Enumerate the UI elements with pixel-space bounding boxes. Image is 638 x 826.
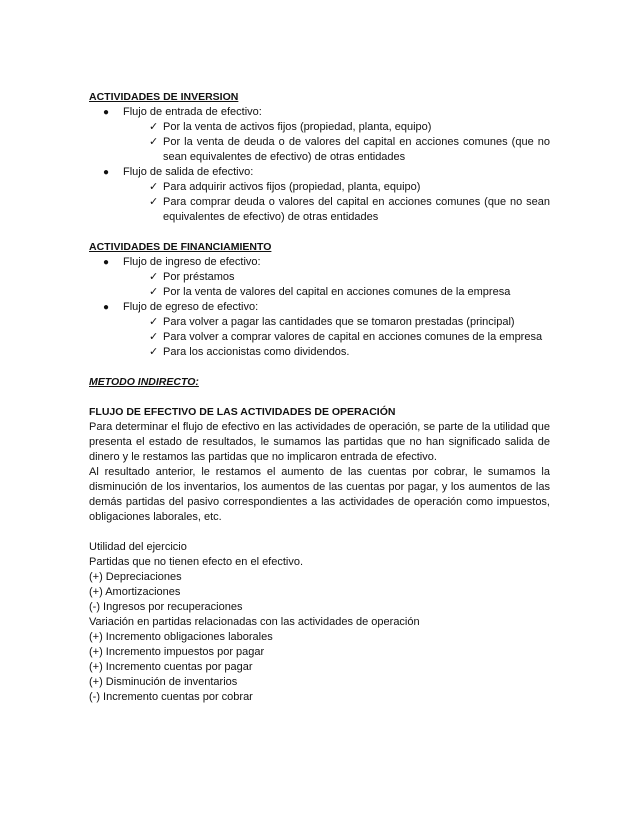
list-item: (+) Incremento cuentas por pagar xyxy=(89,661,253,673)
check-item xyxy=(89,135,550,165)
list-item: (+) Amortizaciones xyxy=(89,586,181,598)
check-item xyxy=(89,330,550,345)
paragraph: Para determinar el flujo de efectivo en las actividades de operación, se parte de la utilidad que presenta el estado de resultados, le sumamos las partidas que no han significado salida de dinero y le restamos las partidas que no implicaron entrada de efectivo. xyxy=(89,421,550,463)
bullet-item xyxy=(89,165,550,180)
checkmark-icon: ✓ xyxy=(149,286,159,298)
list-item: (+) Disminución de inventarios xyxy=(89,676,238,688)
checkmark-icon: ✓ xyxy=(149,196,159,208)
list-item: (-) Ingresos por recuperaciones xyxy=(89,601,243,613)
checkmark-icon: ✓ xyxy=(149,121,159,133)
check-item xyxy=(89,270,550,285)
checkmark-icon: ✓ xyxy=(149,346,159,358)
check-item xyxy=(89,345,550,360)
check-item xyxy=(89,315,550,330)
check-label: Por la venta de valores del capital en acciones comunes de la empresa xyxy=(163,286,511,298)
bullet-icon: ● xyxy=(102,302,110,313)
heading-operacion: FLUJO DE EFECTIVO DE LAS ACTIVIDADES DE OPERACIÓN xyxy=(89,406,396,418)
check-label: Por la venta de deuda o de valores del capital en acciones comunes (que no sean equivalentes de efectivo) de otras entidades xyxy=(163,136,550,163)
check-label: Para adquirir activos fijos (propiedad, planta, equipo) xyxy=(163,181,421,193)
check-label: Para comprar deuda o valores del capital en acciones comunes (que no sean equivalentes de efectivo) de otras entidades xyxy=(163,196,550,223)
list-item: (-) Incremento cuentas por cobrar xyxy=(89,691,253,703)
list-item: Partidas que no tienen efecto en el efectivo. xyxy=(89,556,304,568)
bullet-label: Flujo de salida de efectivo: xyxy=(123,166,254,178)
check-label: Para volver a pagar las cantidades que se tomaron prestadas (principal) xyxy=(163,316,515,328)
list-item: Variación en partidas relacionadas con las actividades de operación xyxy=(89,616,420,628)
bullet-label: Flujo de ingreso de efectivo: xyxy=(123,256,261,268)
bullet-item xyxy=(89,105,550,120)
check-label: Por la venta de activos fijos (propiedad, planta, equipo) xyxy=(163,121,432,133)
checkmark-icon: ✓ xyxy=(149,331,159,343)
checkmark-icon: ✓ xyxy=(149,316,159,328)
bullet-icon: ● xyxy=(102,257,110,268)
lista-partidas xyxy=(89,540,550,705)
checkmark-icon: ✓ xyxy=(149,181,159,193)
bullet-label: Flujo de entrada de efectivo: xyxy=(123,106,262,118)
check-label: Por préstamos xyxy=(163,271,235,283)
check-item xyxy=(89,195,550,225)
bullet-label: Flujo de egreso de efectivo: xyxy=(123,301,259,313)
bullet-icon: ● xyxy=(102,167,110,178)
paragraph: Al resultado anterior, le restamos el aumento de las cuentas por cobrar, le sumamos la disminución de los inventarios, los aumentos de las cuentas por pagar, y los aumentos de las demás partidas del pasivo correspondientes a las actividades de operación como impuestos, obligaciones laborales, etc. xyxy=(89,466,550,523)
heading-financiamiento: ACTIVIDADES DE FINANCIAMIENTO xyxy=(89,241,272,253)
list-item: Utilidad del ejercicio xyxy=(89,541,187,553)
list-item: (+) Incremento impuestos por pagar xyxy=(89,646,265,658)
heading-metodo: METODO INDIRECTO: xyxy=(89,376,199,388)
checkmark-icon: ✓ xyxy=(149,271,159,283)
heading-inversion: ACTIVIDADES DE INVERSION xyxy=(89,91,239,103)
bullet-icon: ● xyxy=(102,107,110,118)
bullet-item xyxy=(89,300,550,315)
check-item xyxy=(89,120,550,135)
check-label: Para los accionistas como dividendos. xyxy=(163,346,350,358)
check-item xyxy=(89,180,550,195)
check-item xyxy=(89,285,550,300)
check-label: Para volver a comprar valores de capital en acciones comunes de la empresa xyxy=(163,331,543,343)
document-body xyxy=(89,90,550,705)
list-item: (+) Incremento obligaciones laborales xyxy=(89,631,273,643)
list-item: (+) Depreciaciones xyxy=(89,571,182,583)
checkmark-icon: ✓ xyxy=(149,136,159,148)
bullet-item xyxy=(89,255,550,270)
